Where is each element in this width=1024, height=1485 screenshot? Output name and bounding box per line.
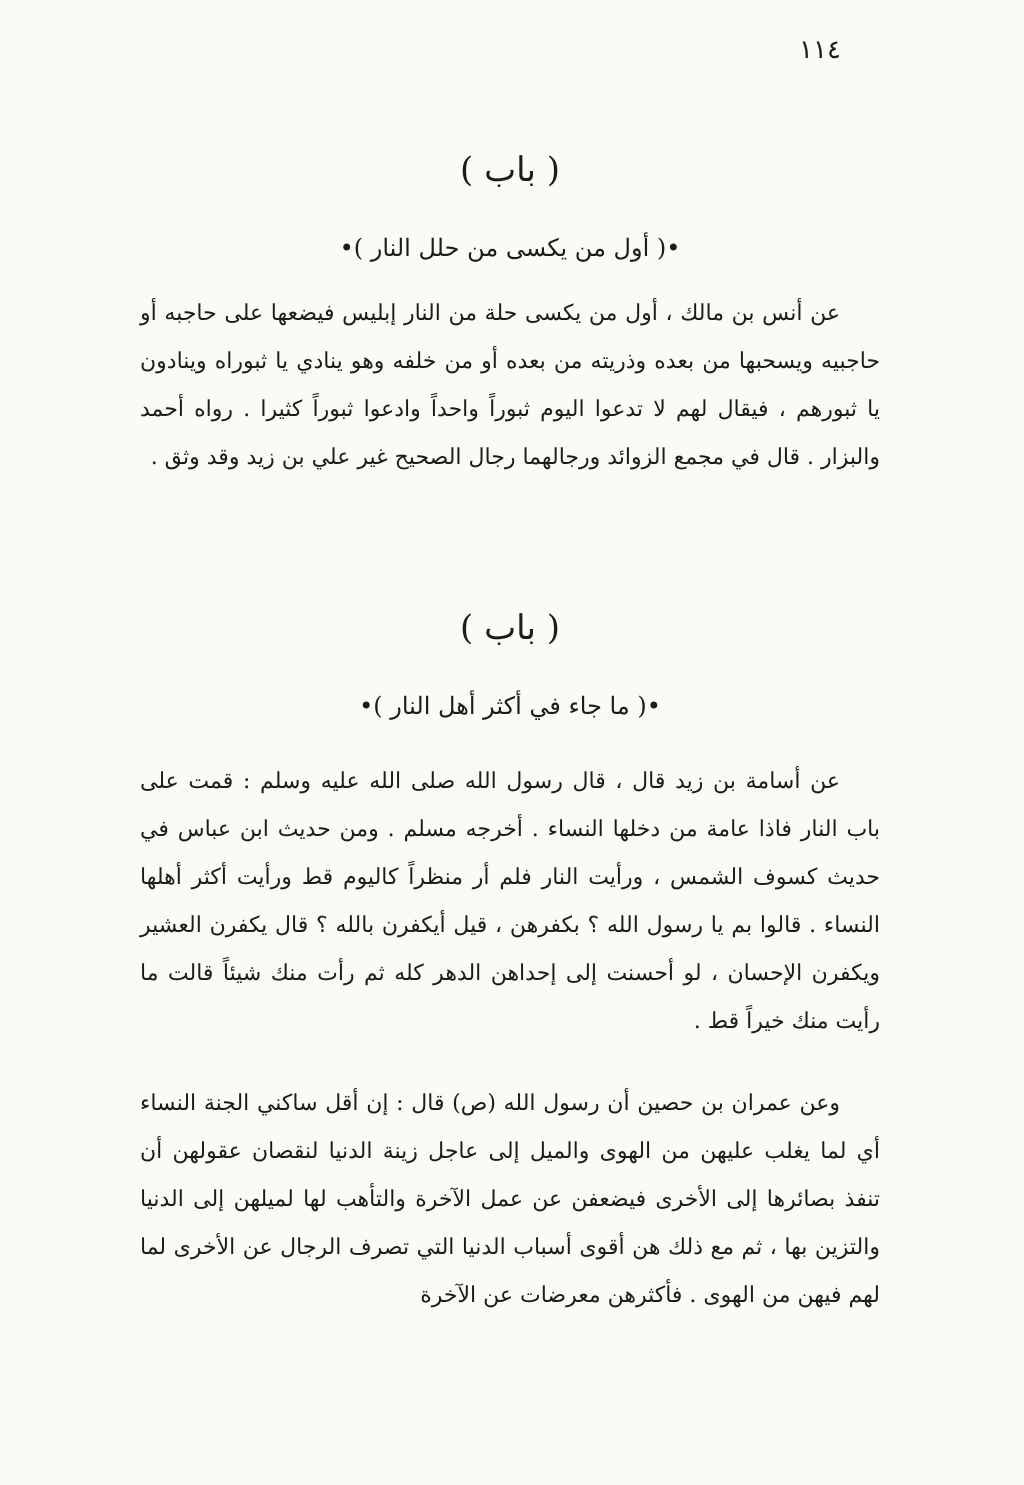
section-subheading: •( أول من يكسى من حلل النار )• [339,234,681,262]
paragraph: وعن عمران بن حصين أن رسول الله (ص) قال : إن أقل ساكني الجنة النساء أي لما يغلب عليهن من الهوى والميل إلى عاجل زينة الدنيا لنقصان عقولهن أن تنفذ بصائرها إلى الأخرى فيضعفن عن عمل الآخرة والتأهب لها لميلهن إلى الدنيا والتزين بها ، ثم مع ذلك هن أقوى أسباب الدنيا التي تصرف الرجال عن الأخرى لما لهم فيهن من الهوى . فأكثرهن معرضات عن الآخرة [140,1091,880,1308]
section-heading: ( باب ) [460,150,560,190]
page-number: ١١٤ [799,35,841,65]
paragraph: عن أسامة بن زيد قال ، قال رسول الله صلى الله عليه وسلم : قمت على باب النار فاذا عامة من دخلها النساء . أخرجه مسلم . ومن حديث ابن عباس في حديث كسوف الشمس ، ورأيت النار فلم أر منظراً كاليوم قط ورأيت أكثر أهلها النساء . قالوا بم يا رسول الله ؟ بكفرهن ، قيل أيكفرن بالله ؟ قال يكفرن العشير ويكفرن الإحسان ، لو أحسنت إلى إحداهن الدهر كله ثم رأت منك شيئاً قالت ما رأيت منك خيراً قط . [140,769,880,1034]
section-2 [140,608,880,1320]
section-1 [140,150,880,482]
section-heading: ( باب ) [460,608,560,648]
section-subheading: •( ما جاء في أكثر أهل النار )• [359,692,661,720]
paragraph: عن أنس بن مالك ، أول من يكسى حلة من النار إبليس فيضعها على حاجبه أو حاجبيه ويسحبها من بعده وذريته من بعده أو من خلفه وهو ينادي يا ثبوراه وينادون يا ثبورهم ، فيقال لهم لا تدعوا اليوم ثبوراً واحداً وادعوا ثبوراً كثيرا . رواه أحمد والبزار . قال في مجمع الزوائد ورجالهما رجال الصحيح غير علي بن زيد وقد وثق . [140,301,880,470]
